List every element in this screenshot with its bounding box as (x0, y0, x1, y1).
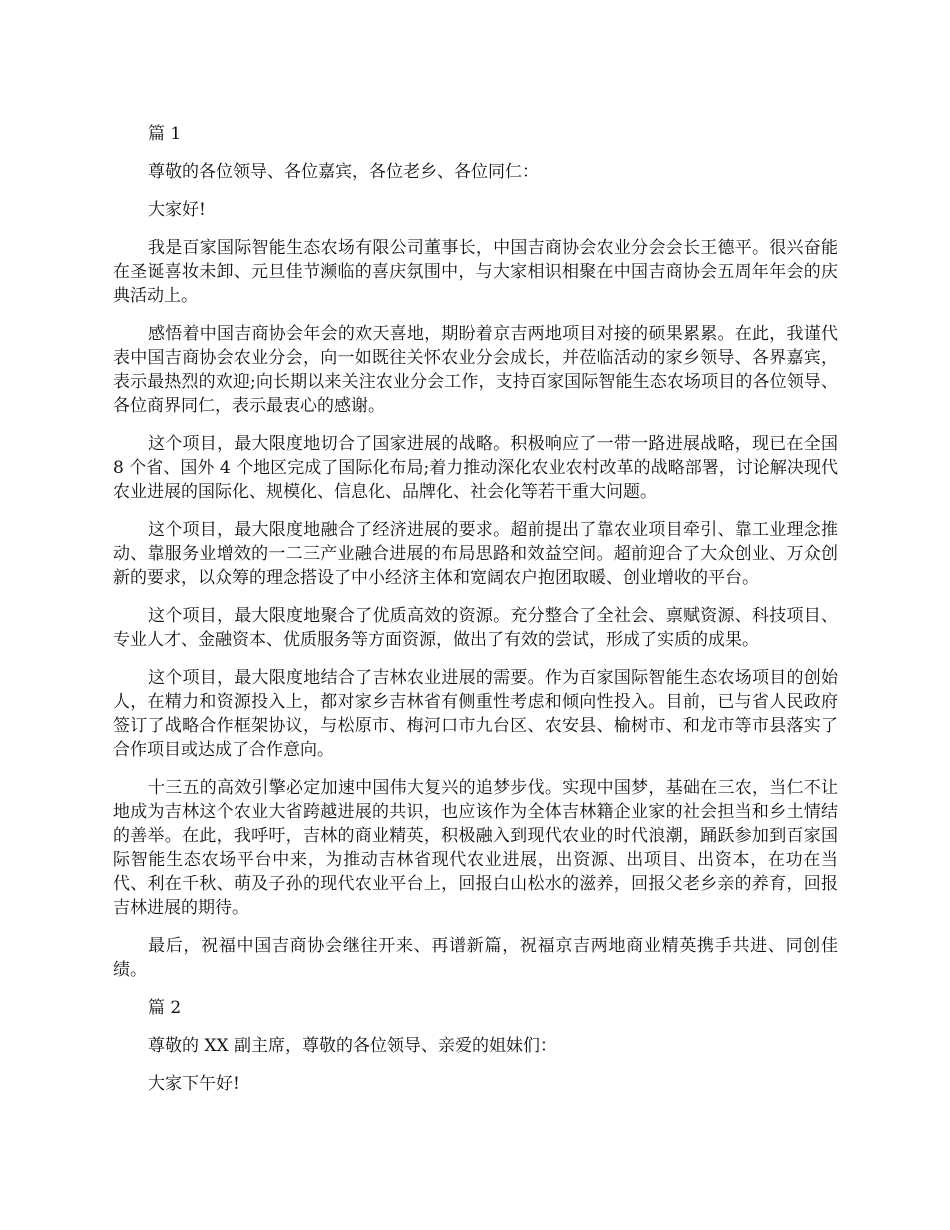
section-heading-2: 篇 2 (148, 998, 182, 1018)
paragraph-national-strategy: 这个项目，最大限度地切合了国家进展的战略。积极响应了一带一路进展战略，现已在全国 8 个省、国外 4 个地区完成了国际化布局;着力推动深化农业农村改革的战略部署，讨论解决现代农业进展的国际化、规模化、信息化、品牌化、社会化等若干重大问题。 (113, 434, 838, 502)
paragraph-resources: 这个项目，最大限度地聚合了优质高效的资源。充分整合了全社会、禀赋资源、科技项目、专业人才、金融资本、优质服务等方面资源，做出了有效的尝试，形成了实质的成果。 (113, 606, 838, 650)
paragraph-economic-requirements: 这个项目，最大限度地融合了经济进展的要求。超前提出了靠农业项目牵引、靠工业理念推动、靠服务业增效的一二三产业融合进展的布局思路和效益空间。超前迎合了大众创业、万众创新的要求，以众筹的理念搭设了中小经济主体和宽阔农户抱团取暖、创业增收的平台。 (113, 520, 838, 588)
document-body (113, 122, 838, 1110)
salutation-2: 尊敬的 XX 副主席，尊敬的各位领导、亲爱的姐妹们： (148, 1036, 558, 1056)
section-heading-1: 篇 1 (148, 124, 182, 144)
paragraph-introduction: 我是百家国际智能生态农场有限公司董事长，中国吉商协会农业分会会长王德平。很兴奋能在圣诞喜妆未卸、元旦佳节濒临的喜庆氛围中，与大家相识相聚在中国吉商协会五周年年会的庆典活动上。 (113, 238, 838, 306)
greeting-2: 大家下午好! (148, 1074, 240, 1094)
paragraph-call-to-action: 十三五的高效引擎必定加速中国伟大复兴的追梦步伐。实现中国梦，基础在三农，当仁不让地成为吉林这个农业大省跨越进展的共识，也应该作为全体吉林籍企业家的社会担当和乡土情结的善举。在此，我呼吁，吉林的商业精英，积极融入到现代农业的时代浪潮，踊跃参加到百家国际智能生态农场平台中来，为推动吉林省现代农业进展，出资源、出项目、出资本，在功在当代、利在千秋、萌及子孙的现代农业平台上，回报白山松水的滋养，回报父老乡亲的养育，回报吉林进展的期待。 (113, 778, 838, 918)
paragraph-closing-wishes: 最后，祝福中国吉商协会继往开来、再谱新篇，祝福京吉两地商业精英携手共进、同创佳绩。 (113, 936, 838, 980)
greeting: 大家好! (148, 200, 206, 220)
paragraph-jilin-agriculture: 这个项目，最大限度地结合了吉林农业进展的需要。作为百家国际智能生态农场项目的创始人，在精力和资源投入上，都对家乡吉林省有侧重性考虑和倾向性投入。目前，已与省人民政府签订了战略合作框架协议，与松原市、梅河口市九台区、农安县、榆树市、和龙市等市县落实了合作项目或达成了合作意向。 (113, 668, 838, 760)
salutation: 尊敬的各位领导、各位嘉宾，各位老乡、各位同仁： (148, 162, 539, 182)
paragraph-thanks: 感悟着中国吉商协会年会的欢天喜地，期盼着京吉两地项目对接的硕果累累。在此，我谨代表中国吉商协会农业分会，向一如既往关怀农业分会成长，并莅临活动的家乡领导、各界嘉宾，表示最热烈的欢迎;向长期以来关注农业分会工作，支持百家国际智能生态农场项目的各位领导、各位商界同仁，表示最衷心的感谢。 (113, 324, 838, 416)
